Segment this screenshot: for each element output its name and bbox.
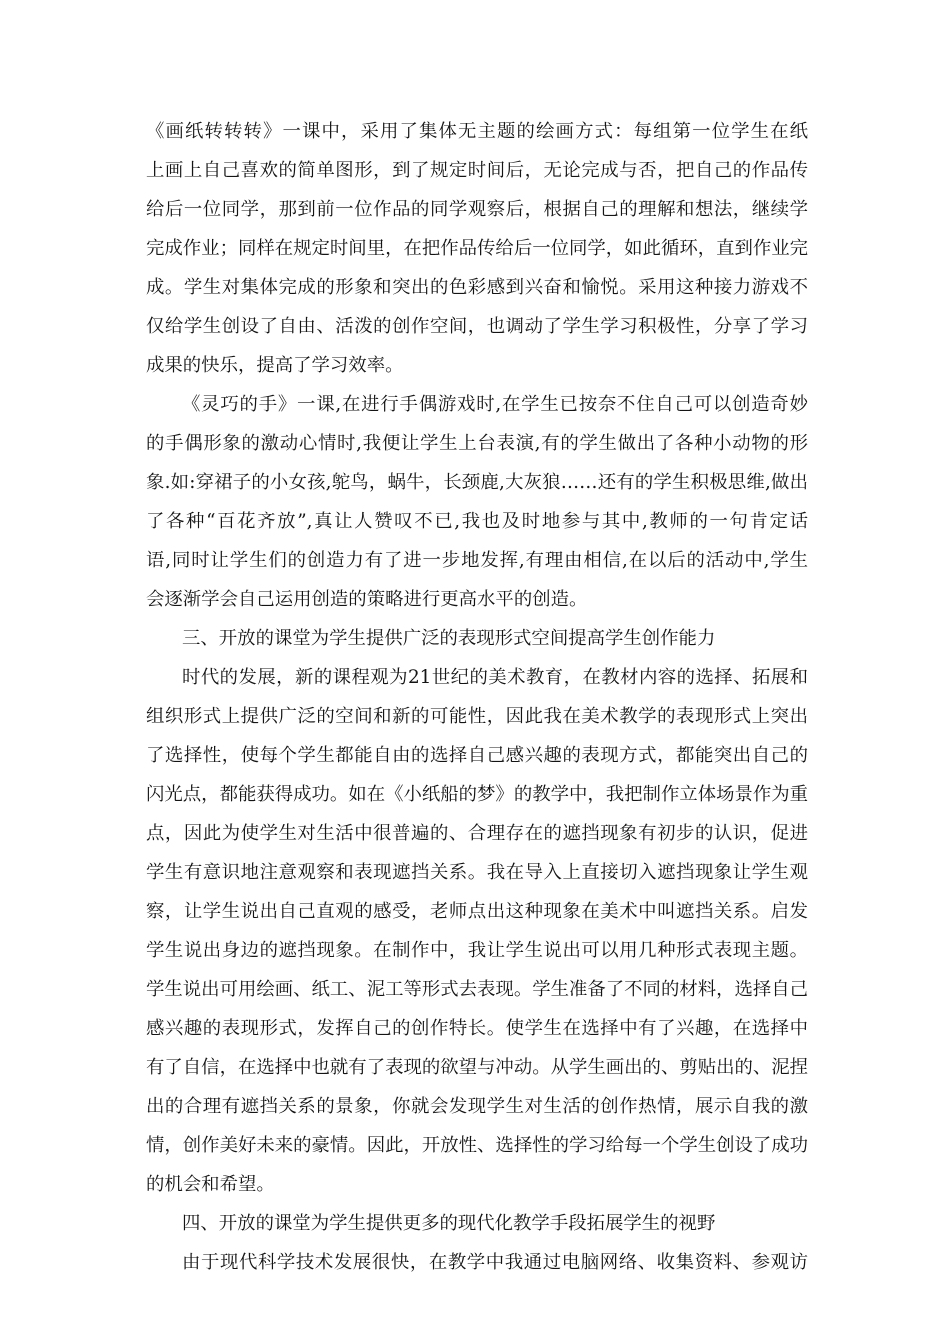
paragraph-4-line-6: 学生有意识地注意观察和表现遮挡关系。我在导入上直接切入遮挡现象让学生观 — [146, 862, 808, 883]
paragraph-1-line-7: 成果的快乐，提高了学习效率。 — [146, 355, 404, 376]
paragraph-4-line-4: 闪光点，都能获得成功。如在《小纸船的梦》的教学中，我把制作立体场景作为重 — [146, 784, 808, 805]
paragraph-4-line-14: 的机会和希望。 — [146, 1174, 275, 1195]
paragraph-1-line-1: 《画纸转转转》一课中，采用了集体无主题的绘画方式：每组第一位学生在纸 — [146, 121, 808, 142]
paragraph-2-line-5: 语,同时让学生们的创造力有了进一步地发挥,有理由相信,在以后的活动中,学生 — [146, 550, 808, 571]
paragraph-1-line-3: 给后一位同学，那到前一位作品的同学观察后，根据自己的理解和想法，继续学 — [146, 199, 808, 220]
section-heading-3: 三、开放的课堂为学生提供广泛的表现形式空间提高学生创作能力 — [182, 628, 716, 649]
paragraph-4-line-1: 时代的发展，新的课程观为21世纪的美术教育，在教材内容的选择、拓展和 — [182, 667, 808, 688]
paragraph-2-line-6: 会逐渐学会自己运用创造的策略进行更高水平的创造。 — [146, 589, 588, 610]
paragraph-4-line-9: 学生说出可用绘画、纸工、泥工等形式去表现。学生准备了不同的材料，选择自己 — [146, 979, 808, 1000]
paragraph-2-line-1: 《灵巧的手》一课,在进行手偶游戏时,在学生已按奈不住自己可以创造奇妙 — [182, 394, 808, 415]
paragraph-4-line-11: 有了自信，在选择中也就有了表现的欲望与冲动。从学生画出的、剪贴出的、泥捏 — [146, 1057, 808, 1078]
section-heading-4: 四、开放的课堂为学生提供更多的现代化教学手段拓展学生的视野 — [182, 1213, 716, 1234]
paragraph-4-line-3: 了选择性，使每个学生都能自由的选择自己感兴趣的表现方式，都能突出自己的 — [146, 745, 808, 766]
paragraph-1-line-2: 上画上自己喜欢的简单图形，到了规定时间后，无论完成与否，把自己的作品传 — [146, 160, 808, 181]
paragraph-2-line-3: 象.如:穿裙子的小女孩,鸵鸟，蜗牛，长颈鹿,大灰狼……还有的学生积极思维,做出 — [146, 472, 808, 493]
paragraph-1-line-4: 完成作业；同样在规定时间里，在把作品传给后一位同学，如此循环，直到作业完 — [146, 238, 808, 259]
paragraph-4-line-12: 出的合理有遮挡关系的景象，你就会发现学生对生活的创作热情，展示自我的激 — [146, 1096, 808, 1117]
paragraph-4-line-5: 点，因此为使学生对生活中很普遍的、合理存在的遮挡现象有初步的认识，促进 — [146, 823, 808, 844]
paragraph-4-line-8: 学生说出身边的遮挡现象。在制作中，我让学生说出可以用几种形式表现主题。 — [146, 940, 808, 961]
paragraph-1-line-5: 成。学生对集体完成的形象和突出的色彩感到兴奋和愉悦。采用这种接力游戏不 — [146, 277, 808, 298]
paragraph-4-line-7: 察，让学生说出自己直观的感受，老师点出这种现象在美术中叫遮挡关系。启发 — [146, 901, 808, 922]
paragraph-1-line-6: 仅给学生创设了自由、活泼的创作空间，也调动了学生学习积极性，分享了学习 — [146, 316, 808, 337]
paragraph-4-line-13: 情，创作美好未来的豪情。因此，开放性、选择性的学习给每一个学生创设了成功 — [146, 1135, 808, 1156]
paragraph-2-line-2: 的手偶形象的激动心情时,我便让学生上台表演,有的学生做出了各种小动物的形 — [146, 433, 808, 454]
paragraph-4-line-10: 感兴趣的表现形式，发挥自己的创作特长。使学生在选择中有了兴趣，在选择中 — [146, 1018, 808, 1039]
paragraph-2-line-4: 了各种“百花齐放”,真让人赞叹不已,我也及时地参与其中,教师的一句肯定话 — [146, 511, 808, 532]
paragraph-4-line-2: 组织形式上提供广泛的空间和新的可能性，因此我在美术教学的表现形式上突出 — [146, 706, 808, 727]
paragraph-6-line-1: 由于现代科学技术发展很快，在教学中我通过电脑网络、收集资料、参观访 — [182, 1252, 808, 1273]
